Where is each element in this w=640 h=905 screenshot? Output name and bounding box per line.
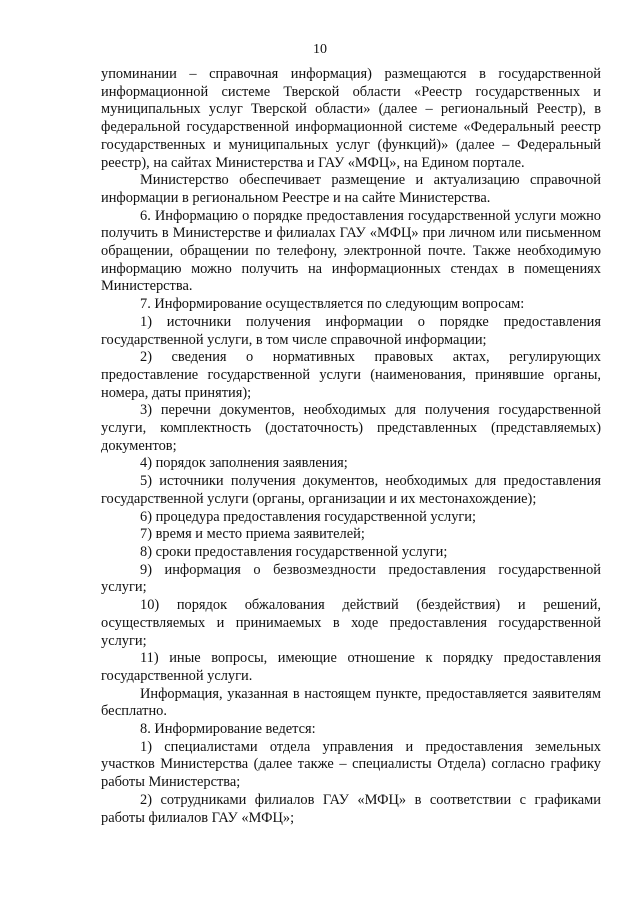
list-item-7-1: 1) источники получения информации о порядке предоставления государственной услуги, в том числе справочной информации; [101,313,601,348]
list-item-7-7: 7) время и место приема заявителей; [140,526,365,543]
document-body [101,66,601,827]
list-item-7-11: 11) иные вопросы, имеющие отношение к порядку предоставления государственной услуги. [101,650,601,684]
list-item-7-2: 2) сведения о нормативных правовых актах, регулирующих предоставление государственной услуги (наименования, принявшие органы, номера, даты принятия); [101,349,601,401]
list-item-8-1: 1) специалистами отдела управления и предоставления земельных участков Министерства (далее также – специалисты Отдела) согласно графику работы Министерства; [101,738,601,791]
paragraph-item-6: 6. Информацию о порядке предоставления государственной услуги можно получить в Министерстве и филиалах ГАУ «МФЦ» при личном или письменном обращении, обращении по телефону, электронной почте. Также необходимую информацию можно получить на информационных стендах в помещениях Министерства. [101,207,601,295]
page-number: 10 [313,42,327,57]
list-item-7-4: 4) порядок заполнения заявления; [140,455,348,472]
list-item-7-10: 10) порядок обжалования действий (бездействия) и решений, осуществляемых и принимаемых в ходе предоставления государственной услуги; [101,597,601,649]
paragraph-ministry-info: Министерство обеспечивает размещение и актуализацию справочной информации в региональном Реестре и на сайте Министерства. [101,172,601,206]
list-item-7-9: 9) информация о безвозмездности предоставления государственной услуги; [101,561,601,596]
paragraph-item-8: 8. Информирование ведется: [140,721,316,738]
list-item-7-3: 3) перечни документов, необходимых для получения государственной услуги, комплектность (достаточность) представленных (представляемых) документов; [101,402,601,454]
list-item-8-2: 2) сотрудниками филиалов ГАУ «МФЦ» в соответствии с графиками работы филиалов ГАУ «МФЦ»; [101,791,601,826]
list-item-7-6: 6) процедура предоставления государственной услуги; [140,508,476,525]
list-item-7-8: 8) сроки предоставления государственной услуги; [140,543,448,560]
paragraph-free-info: Информация, указанная в настоящем пункте, предоставляется заявителям бесплатно. [101,685,601,720]
list-item-7-5: 5) источники получения документов, необходимых для предоставления государственной услуги (органы, организации и их местонахождение); [101,473,601,507]
paragraph-item-7: 7. Информирование осуществляется по следующим вопросам: [140,296,525,313]
paragraph-continuation: упоминании – справочная информация) размещаются в государственной информационной системе Тверской области «Реестр государственных и муниципальных услуг Тверской области» (далее – региональный Реестр), в федеральной государственной информационной системе «Федеральный реестр государственных и муниципальных услуг (функций)» (далее – Федеральный реестр), на сайтах Министерства и ГАУ «МФЦ», на Едином портале. [101,66,601,171]
